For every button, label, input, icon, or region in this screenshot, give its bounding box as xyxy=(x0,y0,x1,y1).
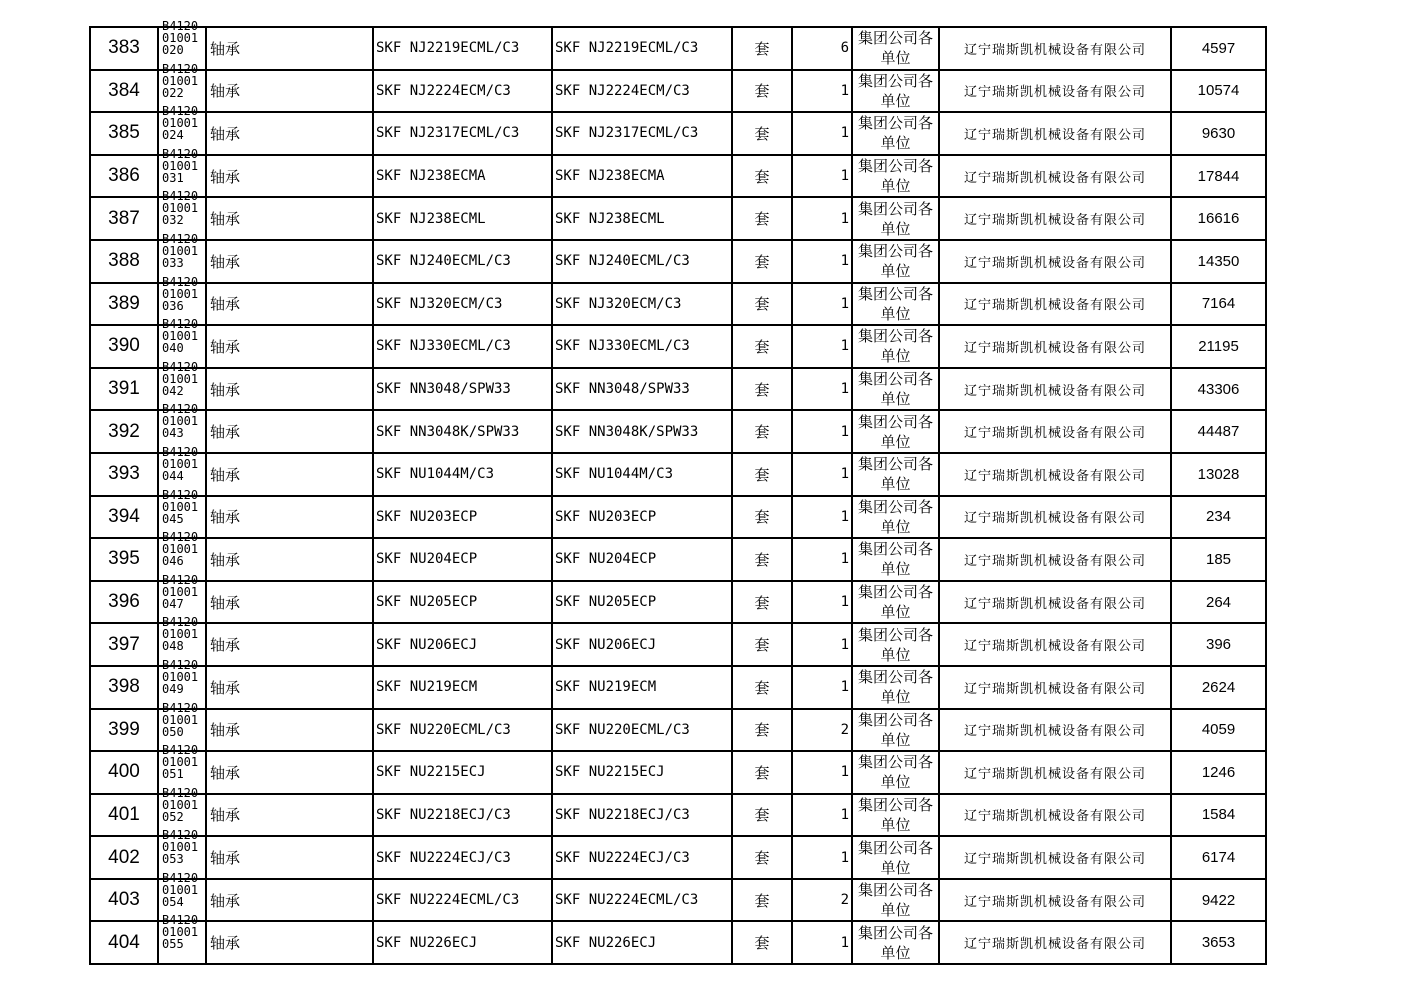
material-code-text: B4120 01001 036 xyxy=(162,274,199,313)
applicable-scope: 集团公司各单位 xyxy=(852,453,939,496)
material-code-text: B4120 01001 054 xyxy=(162,870,199,909)
table-row xyxy=(90,538,1266,581)
item-name: 轴承 xyxy=(206,325,373,368)
item-name: 轴承 xyxy=(206,240,373,283)
supplier-name: 辽宁瑞斯凯机械设备有限公司 xyxy=(939,197,1171,240)
table-row xyxy=(90,410,1266,453)
row-number: 401 xyxy=(90,794,158,837)
item-unit: 套 xyxy=(732,751,792,794)
supplier-name: 辽宁瑞斯凯机械设备有限公司 xyxy=(939,112,1171,155)
unit-price: 4597 xyxy=(1171,27,1266,70)
item-spec: SKF NN3048K/SPW33 xyxy=(373,410,552,453)
applicable-scope: 集团公司各单位 xyxy=(852,155,939,198)
item-quantity: 1 xyxy=(792,70,852,113)
applicable-scope: 集团公司各单位 xyxy=(852,879,939,922)
material-code-text: B4120 01001 051 xyxy=(162,743,199,782)
item-spec: SKF NU206ECJ xyxy=(373,623,552,666)
material-code-text: B4120 01001 033 xyxy=(162,231,199,270)
table-row xyxy=(90,709,1266,752)
applicable-scope: 集团公司各单位 xyxy=(852,581,939,624)
applicable-scope: 集团公司各单位 xyxy=(852,283,939,326)
table-row xyxy=(90,112,1266,155)
material-code-text: B4120 01001 045 xyxy=(162,487,199,526)
item-unit: 套 xyxy=(732,794,792,837)
item-name: 轴承 xyxy=(206,197,373,240)
item-quantity: 1 xyxy=(792,368,852,411)
item-name: 轴承 xyxy=(206,709,373,752)
item-model: SKF NN3048/SPW33 xyxy=(552,368,732,411)
material-code-text: B4120 01001 049 xyxy=(162,657,199,696)
item-name: 轴承 xyxy=(206,751,373,794)
item-quantity: 6 xyxy=(792,27,852,70)
item-name: 轴承 xyxy=(206,70,373,113)
item-quantity: 1 xyxy=(792,921,852,964)
material-code-text: B4120 01001 044 xyxy=(162,444,199,483)
supplier-name: 辽宁瑞斯凯机械设备有限公司 xyxy=(939,368,1171,411)
applicable-scope: 集团公司各单位 xyxy=(852,27,939,70)
item-quantity: 1 xyxy=(792,496,852,539)
unit-price: 21195 xyxy=(1171,325,1266,368)
item-unit: 套 xyxy=(732,709,792,752)
item-spec: SKF NJ2224ECM/C3 xyxy=(373,70,552,113)
supplier-name: 辽宁瑞斯凯机械设备有限公司 xyxy=(939,794,1171,837)
item-spec: SKF NU203ECP xyxy=(373,496,552,539)
item-spec: SKF NU204ECP xyxy=(373,538,552,581)
material-code-text: B4120 01001 043 xyxy=(162,402,199,441)
unit-price: 234 xyxy=(1171,496,1266,539)
item-model: SKF NJ320ECM/C3 xyxy=(552,283,732,326)
item-name: 轴承 xyxy=(206,453,373,496)
item-unit: 套 xyxy=(732,453,792,496)
item-unit: 套 xyxy=(732,240,792,283)
applicable-scope: 集团公司各单位 xyxy=(852,751,939,794)
item-name: 轴承 xyxy=(206,921,373,964)
table-row xyxy=(90,240,1266,283)
item-quantity: 1 xyxy=(792,112,852,155)
item-model: SKF NJ330ECML/C3 xyxy=(552,325,732,368)
supplier-name: 辽宁瑞斯凯机械设备有限公司 xyxy=(939,240,1171,283)
item-unit: 套 xyxy=(732,623,792,666)
item-quantity: 2 xyxy=(792,709,852,752)
material-code-text: B4120 01001 053 xyxy=(162,828,199,867)
table-row xyxy=(90,836,1266,879)
item-spec: SKF NJ330ECML/C3 xyxy=(373,325,552,368)
item-model: SKF NU219ECM xyxy=(552,666,732,709)
unit-price: 264 xyxy=(1171,581,1266,624)
item-unit: 套 xyxy=(732,581,792,624)
item-unit: 套 xyxy=(732,410,792,453)
item-quantity: 1 xyxy=(792,623,852,666)
item-name: 轴承 xyxy=(206,538,373,581)
price-list-table xyxy=(89,19,1267,965)
supplier-name: 辽宁瑞斯凯机械设备有限公司 xyxy=(939,496,1171,539)
item-unit: 套 xyxy=(732,197,792,240)
item-unit: 套 xyxy=(732,283,792,326)
table-row xyxy=(90,27,1266,70)
unit-price: 43306 xyxy=(1171,368,1266,411)
item-name: 轴承 xyxy=(206,496,373,539)
item-unit: 套 xyxy=(732,836,792,879)
row-number: 384 xyxy=(90,70,158,113)
item-name: 轴承 xyxy=(206,623,373,666)
row-number: 390 xyxy=(90,325,158,368)
item-spec: SKF NU1044M/C3 xyxy=(373,453,552,496)
applicable-scope: 集团公司各单位 xyxy=(852,112,939,155)
item-model: SKF NU1044M/C3 xyxy=(552,453,732,496)
item-spec: SKF NJ2219ECML/C3 xyxy=(373,27,552,70)
item-quantity: 1 xyxy=(792,240,852,283)
supplier-name: 辽宁瑞斯凯机械设备有限公司 xyxy=(939,325,1171,368)
supplier-name: 辽宁瑞斯凯机械设备有限公司 xyxy=(939,283,1171,326)
applicable-scope: 集团公司各单位 xyxy=(852,240,939,283)
item-unit: 套 xyxy=(732,496,792,539)
table-row xyxy=(90,666,1266,709)
material-code-text: B4120 01001 031 xyxy=(162,146,199,185)
item-quantity: 1 xyxy=(792,410,852,453)
unit-price: 396 xyxy=(1171,623,1266,666)
supplier-name: 辽宁瑞斯凯机械设备有限公司 xyxy=(939,751,1171,794)
row-number: 392 xyxy=(90,410,158,453)
unit-price: 13028 xyxy=(1171,453,1266,496)
item-quantity: 1 xyxy=(792,325,852,368)
material-code-text: B4120 01001 055 xyxy=(162,913,199,952)
item-quantity: 1 xyxy=(792,197,852,240)
item-unit: 套 xyxy=(732,155,792,198)
item-spec: SKF NJ238ECML xyxy=(373,197,552,240)
item-name: 轴承 xyxy=(206,368,373,411)
row-number: 383 xyxy=(90,27,158,70)
row-number: 398 xyxy=(90,666,158,709)
item-spec: SKF NJ238ECMA xyxy=(373,155,552,198)
item-spec: SKF NU2218ECJ/C3 xyxy=(373,794,552,837)
unit-price: 14350 xyxy=(1171,240,1266,283)
table-row xyxy=(90,751,1266,794)
table-row xyxy=(90,453,1266,496)
table-row xyxy=(90,283,1266,326)
item-spec: SKF NN3048/SPW33 xyxy=(373,368,552,411)
unit-price: 7164 xyxy=(1171,283,1266,326)
table-body xyxy=(90,19,1266,964)
unit-price: 9422 xyxy=(1171,879,1266,922)
item-unit: 套 xyxy=(732,27,792,70)
item-name: 轴承 xyxy=(206,283,373,326)
item-name: 轴承 xyxy=(206,836,373,879)
item-quantity: 1 xyxy=(792,751,852,794)
supplier-name: 辽宁瑞斯凯机械设备有限公司 xyxy=(939,921,1171,964)
material-code xyxy=(158,913,206,964)
item-model: SKF NJ238ECML xyxy=(552,197,732,240)
applicable-scope: 集团公司各单位 xyxy=(852,70,939,113)
applicable-scope: 集团公司各单位 xyxy=(852,496,939,539)
material-code-text: B4120 01001 022 xyxy=(162,61,199,100)
supplier-name: 辽宁瑞斯凯机械设备有限公司 xyxy=(939,666,1171,709)
table-row xyxy=(90,581,1266,624)
item-quantity: 1 xyxy=(792,581,852,624)
unit-price: 185 xyxy=(1171,538,1266,581)
row-number: 400 xyxy=(90,751,158,794)
supplier-name: 辽宁瑞斯凯机械设备有限公司 xyxy=(939,879,1171,922)
row-number: 396 xyxy=(90,581,158,624)
applicable-scope: 集团公司各单位 xyxy=(852,836,939,879)
unit-price: 9630 xyxy=(1171,112,1266,155)
supplier-name: 辽宁瑞斯凯机械设备有限公司 xyxy=(939,709,1171,752)
item-spec: SKF NJ320ECM/C3 xyxy=(373,283,552,326)
supplier-name: 辽宁瑞斯凯机械设备有限公司 xyxy=(939,70,1171,113)
item-spec: SKF NU219ECM xyxy=(373,666,552,709)
row-number: 387 xyxy=(90,197,158,240)
item-model: SKF NJ2317ECML/C3 xyxy=(552,112,732,155)
table-row xyxy=(90,623,1266,666)
material-code-text: B4120 01001 042 xyxy=(162,359,199,398)
unit-price: 44487 xyxy=(1171,410,1266,453)
item-name: 轴承 xyxy=(206,27,373,70)
item-model: SKF NU205ECP xyxy=(552,581,732,624)
item-spec: SKF NU2224ECJ/C3 xyxy=(373,836,552,879)
item-unit: 套 xyxy=(732,921,792,964)
item-model: SKF NU204ECP xyxy=(552,538,732,581)
item-unit: 套 xyxy=(732,879,792,922)
unit-price: 1246 xyxy=(1171,751,1266,794)
row-number: 394 xyxy=(90,496,158,539)
applicable-scope: 集团公司各单位 xyxy=(852,794,939,837)
table-row xyxy=(90,368,1266,411)
item-quantity: 1 xyxy=(792,155,852,198)
table-row xyxy=(90,70,1266,113)
row-number: 389 xyxy=(90,283,158,326)
supplier-name: 辽宁瑞斯凯机械设备有限公司 xyxy=(939,155,1171,198)
item-model: SKF NJ238ECMA xyxy=(552,155,732,198)
material-code-text: B4120 01001 050 xyxy=(162,700,199,739)
applicable-scope: 集团公司各单位 xyxy=(852,921,939,964)
row-number: 403 xyxy=(90,879,158,922)
item-spec: SKF NU226ECJ xyxy=(373,921,552,964)
supplier-name: 辽宁瑞斯凯机械设备有限公司 xyxy=(939,27,1171,70)
item-model: SKF NU2224ECJ/C3 xyxy=(552,836,732,879)
item-model: SKF NJ240ECML/C3 xyxy=(552,240,732,283)
material-code-text: B4120 01001 024 xyxy=(162,104,199,143)
row-number: 386 xyxy=(90,155,158,198)
row-number: 399 xyxy=(90,709,158,752)
table-row xyxy=(90,325,1266,368)
row-number: 402 xyxy=(90,836,158,879)
supplier-name: 辽宁瑞斯凯机械设备有限公司 xyxy=(939,836,1171,879)
item-name: 轴承 xyxy=(206,155,373,198)
material-code-text: B4120 01001 048 xyxy=(162,615,199,654)
item-model: SKF NJ2224ECM/C3 xyxy=(552,70,732,113)
material-code-text: B4120 01001 047 xyxy=(162,572,199,611)
applicable-scope: 集团公司各单位 xyxy=(852,623,939,666)
applicable-scope: 集团公司各单位 xyxy=(852,709,939,752)
table-row xyxy=(90,155,1266,198)
item-quantity: 1 xyxy=(792,666,852,709)
item-name: 轴承 xyxy=(206,112,373,155)
item-name: 轴承 xyxy=(206,666,373,709)
item-model: SKF NU2224ECML/C3 xyxy=(552,879,732,922)
item-spec: SKF NU220ECML/C3 xyxy=(373,709,552,752)
table-row xyxy=(90,879,1266,922)
item-quantity: 1 xyxy=(792,794,852,837)
item-spec: SKF NU205ECP xyxy=(373,581,552,624)
item-unit: 套 xyxy=(732,112,792,155)
item-model: SKF NN3048K/SPW33 xyxy=(552,410,732,453)
item-name: 轴承 xyxy=(206,794,373,837)
row-number: 385 xyxy=(90,112,158,155)
item-spec: SKF NU2224ECML/C3 xyxy=(373,879,552,922)
supplier-name: 辽宁瑞斯凯机械设备有限公司 xyxy=(939,453,1171,496)
item-quantity: 1 xyxy=(792,836,852,879)
item-name: 轴承 xyxy=(206,879,373,922)
item-spec: SKF NJ240ECML/C3 xyxy=(373,240,552,283)
item-quantity: 1 xyxy=(792,538,852,581)
item-unit: 套 xyxy=(732,70,792,113)
unit-price: 6174 xyxy=(1171,836,1266,879)
supplier-name: 辽宁瑞斯凯机械设备有限公司 xyxy=(939,623,1171,666)
item-unit: 套 xyxy=(732,325,792,368)
material-code-text: B4120 01001 020 xyxy=(162,19,199,57)
item-spec: SKF NJ2317ECML/C3 xyxy=(373,112,552,155)
unit-price: 2624 xyxy=(1171,666,1266,709)
supplier-name: 辽宁瑞斯凯机械设备有限公司 xyxy=(939,581,1171,624)
item-quantity: 1 xyxy=(792,453,852,496)
unit-price: 17844 xyxy=(1171,155,1266,198)
row-number: 404 xyxy=(90,921,158,964)
item-model: SKF NU226ECJ xyxy=(552,921,732,964)
row-number: 388 xyxy=(90,240,158,283)
item-model: SKF NU2218ECJ/C3 xyxy=(552,794,732,837)
supplier-name: 辽宁瑞斯凯机械设备有限公司 xyxy=(939,410,1171,453)
applicable-scope: 集团公司各单位 xyxy=(852,325,939,368)
table-row xyxy=(90,496,1266,539)
item-quantity: 2 xyxy=(792,879,852,922)
material-code-text: B4120 01001 040 xyxy=(162,317,199,356)
item-model: SKF NU206ECJ xyxy=(552,623,732,666)
row-number: 393 xyxy=(90,453,158,496)
row-number: 395 xyxy=(90,538,158,581)
item-model: SKF NJ2219ECML/C3 xyxy=(552,27,732,70)
table-row xyxy=(90,794,1266,837)
material-code-text: B4120 01001 052 xyxy=(162,785,199,824)
unit-price: 3653 xyxy=(1171,921,1266,964)
applicable-scope: 集团公司各单位 xyxy=(852,666,939,709)
row-number: 391 xyxy=(90,368,158,411)
unit-price: 16616 xyxy=(1171,197,1266,240)
material-code-text: B4120 01001 032 xyxy=(162,189,199,228)
item-model: SKF NU2215ECJ xyxy=(552,751,732,794)
applicable-scope: 集团公司各单位 xyxy=(852,538,939,581)
item-model: SKF NU203ECP xyxy=(552,496,732,539)
item-model: SKF NU220ECML/C3 xyxy=(552,709,732,752)
item-unit: 套 xyxy=(732,368,792,411)
applicable-scope: 集团公司各单位 xyxy=(852,368,939,411)
item-unit: 套 xyxy=(732,538,792,581)
material-code-text: B4120 01001 046 xyxy=(162,530,199,569)
item-name: 轴承 xyxy=(206,410,373,453)
supplier-name: 辽宁瑞斯凯机械设备有限公司 xyxy=(939,538,1171,581)
unit-price: 1584 xyxy=(1171,794,1266,837)
applicable-scope: 集团公司各单位 xyxy=(852,410,939,453)
item-quantity: 1 xyxy=(792,283,852,326)
applicable-scope: 集团公司各单位 xyxy=(852,197,939,240)
item-spec: SKF NU2215ECJ xyxy=(373,751,552,794)
unit-price: 4059 xyxy=(1171,709,1266,752)
table-row xyxy=(90,921,1266,964)
item-name: 轴承 xyxy=(206,581,373,624)
unit-price: 10574 xyxy=(1171,70,1266,113)
table-row xyxy=(90,197,1266,240)
row-number: 397 xyxy=(90,623,158,666)
item-unit: 套 xyxy=(732,666,792,709)
